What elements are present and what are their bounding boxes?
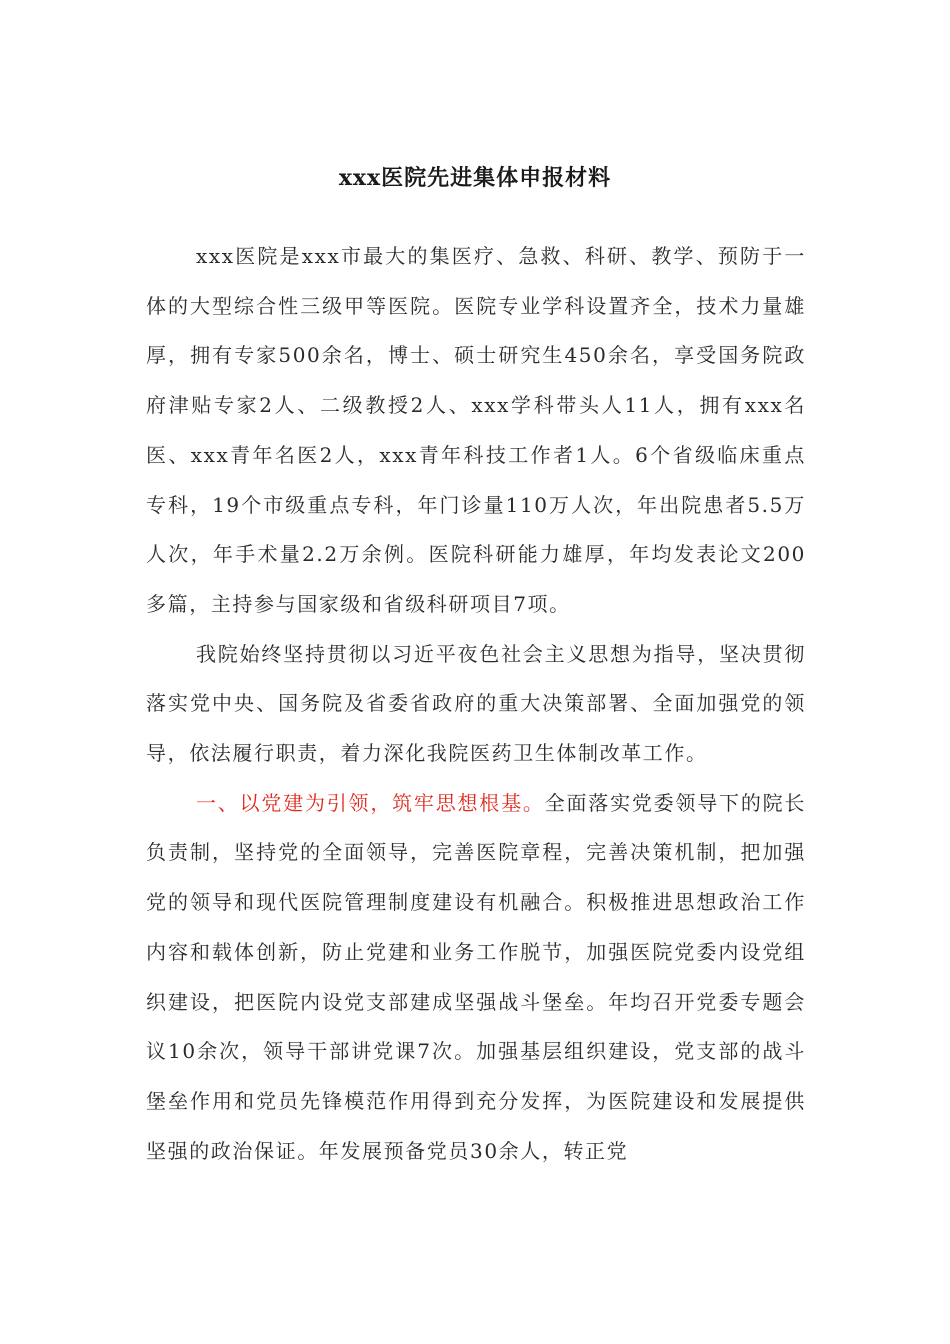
paragraph-party-building <box>146 779 806 1177</box>
paragraph-text: 我院始终坚持贯彻以习近平夜色社会主义思想为指导，坚决贯彻落实党中央、国务院及省委省政府的重大决策部署、全面加强党的领导，依法履行职责，着力深化我院医药卫生体制改革工作。 <box>146 641 806 766</box>
paragraph-text: xxx医院是xxx市最大的集医疗、急救、科研、教学、预防于一体的大型综合性三级甲等医院。医院专业学科设置齐全，技术力量雄厚，拥有专家500余名，博士、硕士研究生450余名，享受国务院政府津贴专家2人、二级教授2人、xxx学科带头人11人，拥有xxx名医、xxx青年名医2人，xxx青年科技工作者1人。6个省级临床重点专科，19个市级重点专科，年门诊量110万人次，年出院患者5.5万人次，年手术量2.2万余例。医院科研能力雄厚，年均发表论文200多篇，主持参与国家级和省级科研项目7项。 <box>146 244 806 616</box>
section-heading-red: 一、以党建为引领，筑牢思想根基。 <box>196 790 545 815</box>
paragraph-text: 全面落实党委领导下的院长负责制，坚持党的全面领导，完善医院章程，完善决策机制，把加强党的领导和现代医院管理制度建设有机融合。积极推进思想政治工作内容和载体创新，防止党建和业务工作脱节，加强医院党委内设党组织建设，把医院内设党支部建成坚强战斗堡垒。年均召开党委专题会议10余次，领导干部讲党课7次。加强基层组织建设，党支部的战斗堡垒作用和党员先锋模范作用得到充分发挥，为医院建设和发展提供坚强的政治保证。年发展预备党员30余人，转正党 <box>146 790 807 1163</box>
paragraph-guiding-principle <box>146 630 806 779</box>
page-title: xxx医院先进集体申报材料 <box>338 165 612 191</box>
document-body <box>146 232 806 1176</box>
paragraph-hospital-overview <box>146 232 806 630</box>
